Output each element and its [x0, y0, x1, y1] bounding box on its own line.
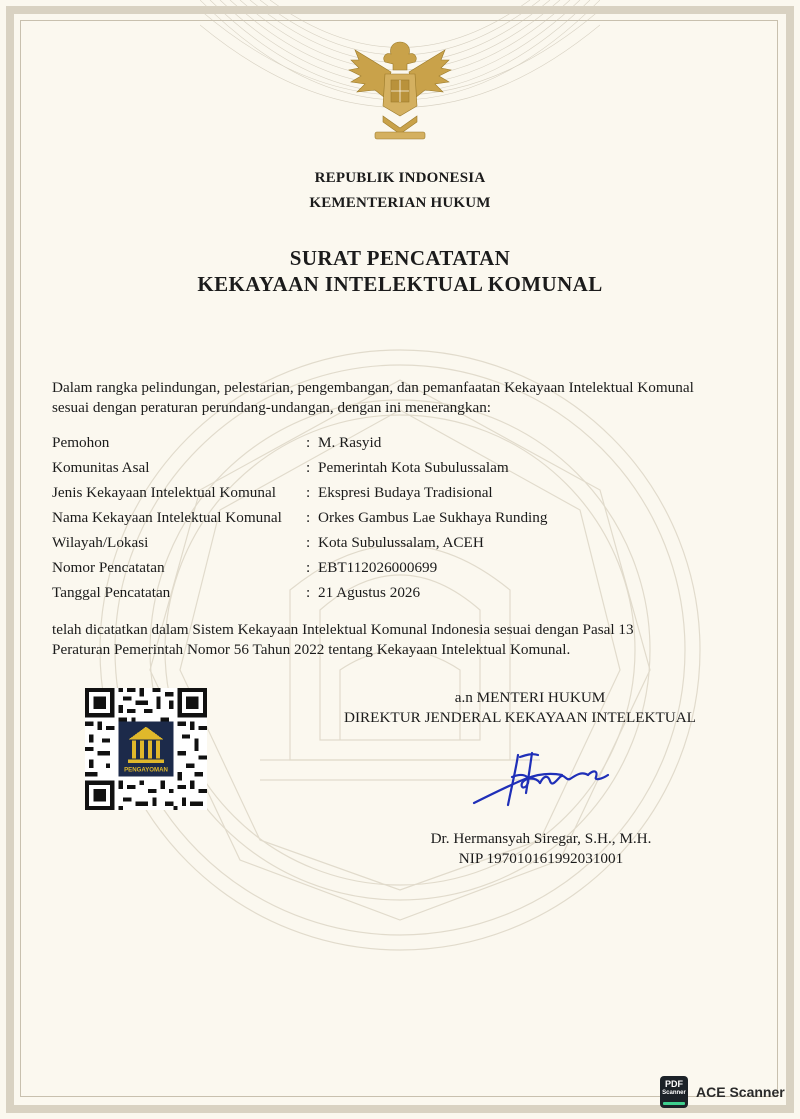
field-row-applicant — [52, 430, 752, 455]
closing-line-2: Peraturan Pemerintah Nomor 56 Tahun 2022 tentang Kekayaan Intelektual Komunal. — [52, 641, 571, 658]
field-value: M. Rasyid — [318, 433, 382, 451]
qr-code-icon[interactable] — [85, 688, 207, 810]
field-label: Jenis Kekayaan Intelektual Komunal — [52, 483, 276, 501]
field-row-registration-number — [52, 555, 752, 580]
field-colon: : — [306, 483, 311, 501]
scanner-app-label: ACE Scanner — [696, 1084, 785, 1100]
intro-line-1: Dalam rangka pelindungan, pelestarian, pengembangan, dan pemanfaatan Kekayaan Intelektual Komunal — [52, 379, 694, 396]
field-value: Orkes Gambus Lae Sukhaya Runding — [318, 508, 548, 526]
field-row-location — [52, 530, 752, 555]
registration-details — [52, 430, 752, 605]
field-colon: : — [306, 508, 311, 526]
field-colon: : — [306, 558, 311, 576]
field-label: Nama Kekayaan Intelektual Komunal — [52, 508, 282, 526]
field-row-community — [52, 455, 752, 480]
pdf-scanner-icon — [660, 1076, 688, 1108]
signatory-position: DIREKTUR JENDERAL KEKAYAAN INTELEKTUAL — [344, 709, 696, 726]
signatory-nip: NIP 197010161992031001 — [458, 850, 624, 867]
field-colon: : — [306, 533, 311, 551]
scanner-icon-subtext: Scanner — [662, 1090, 686, 1096]
field-colon: : — [306, 583, 311, 601]
field-label: Komunitas Asal — [52, 458, 150, 476]
on-behalf-line: a.n MENTERI HUKUM — [454, 689, 606, 706]
field-value: 21 Agustus 2026 — [318, 583, 421, 601]
field-label: Nomor Pencatatan — [52, 558, 165, 576]
closing-paragraph — [52, 620, 752, 660]
field-colon: : — [306, 433, 311, 451]
field-value: Kota Subulussalam, ACEH — [318, 533, 484, 551]
scanner-icon-text: PDF — [665, 1079, 683, 1089]
field-label: Tanggal Pencatatan — [52, 583, 171, 601]
field-value: Ekspresi Budaya Tradisional — [318, 483, 493, 501]
signatory-name: Dr. Hermansyah Siregar, S.H., M.H. — [430, 830, 652, 847]
signatory-title-block — [300, 688, 740, 728]
intro-line-2: sesuai dengan peraturan perundang-undangan, dengan ini menerangkan: — [52, 399, 492, 416]
closing-line-1: telah dicatatkan dalam Sistem Kekayaan Intelektual Komunal Indonesia sesuai dengan Pasal 13 — [52, 621, 634, 638]
document-title-line-2: KEKAYAAN INTELEKTUAL KOMUNAL — [197, 272, 603, 296]
signature-image — [470, 745, 620, 815]
field-label: Wilayah/Lokasi — [52, 533, 149, 551]
document-title-line-1: SURAT PENCATATAN — [289, 246, 511, 270]
ace-scanner-watermark — [660, 1076, 785, 1108]
signatory-name-block — [300, 829, 740, 869]
country-heading: REPUBLIK INDONESIA — [314, 170, 486, 186]
field-value: EBT112026000699 — [318, 558, 438, 576]
garuda-emblem-icon — [345, 36, 455, 144]
field-row-registration-date — [52, 580, 752, 605]
field-label: Pemohon — [52, 433, 110, 451]
qr-logo-text: PENGAYOMAN — [124, 766, 168, 774]
ministry-heading: KEMENTERIAN HUKUM — [309, 195, 491, 211]
field-colon: : — [306, 458, 311, 476]
field-row-name — [52, 505, 752, 530]
intro-paragraph — [52, 378, 752, 418]
field-value: Pemerintah Kota Subulussalam — [318, 458, 509, 476]
field-row-type — [52, 480, 752, 505]
